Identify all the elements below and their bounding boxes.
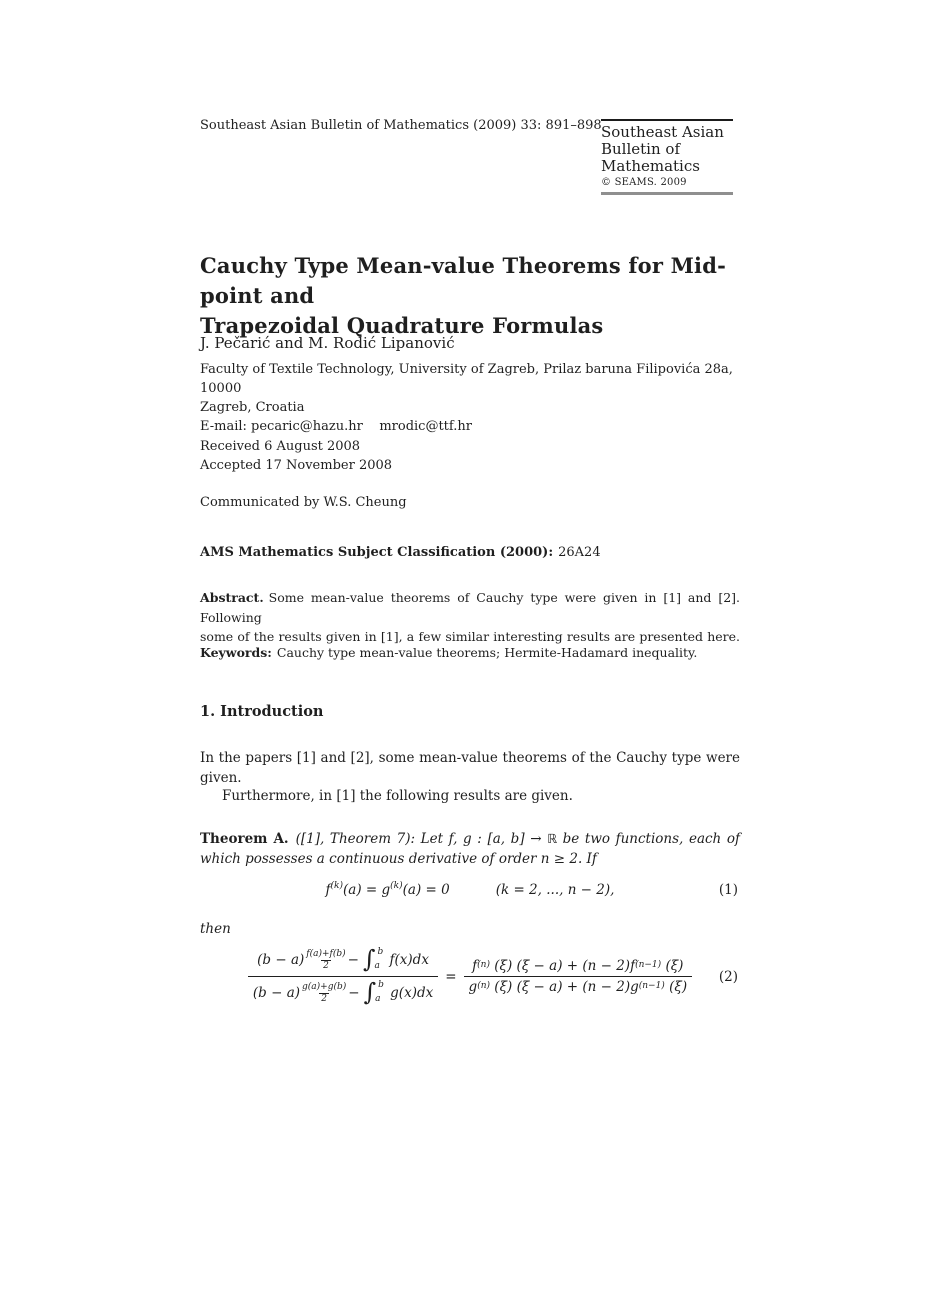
- eq2-rhs-den-mid: (ξ) (ξ − a) + (n − 2)g: [490, 979, 639, 995]
- theorem-a: [200, 829, 740, 869]
- eq2-rhs-num-f: f: [472, 958, 478, 974]
- integral-upper-limit: b: [378, 980, 384, 990]
- eq2-lhs-num-integral: [363, 946, 383, 974]
- journal-box: [601, 119, 733, 195]
- equals-sign: =: [445, 968, 457, 985]
- email-line: E-mail: pecaric@hazu.hr mrodic@ttf.hr: [200, 419, 472, 434]
- paper-title: [200, 251, 740, 341]
- integral-limits: [375, 946, 383, 974]
- eq2-lhs-den-sfrac-den: 2: [321, 993, 328, 1004]
- accepted-date: Accepted 17 November 2008: [200, 458, 393, 473]
- eq2-lhs-den-pre: (b − a): [252, 985, 301, 1001]
- journal-box-top-rule: [601, 119, 733, 121]
- equation-1-body: [326, 882, 450, 898]
- communicated-by: Communicated by W.S. Cheung: [200, 495, 407, 510]
- eq1-end: (a) = 0: [402, 882, 450, 898]
- theorem-a-label: Theorem A.: [200, 831, 289, 847]
- eq2-lhs-numerator: [252, 944, 434, 976]
- paper-title-line1: Cauchy Type Mean-value Theorems for Mid-point and: [200, 253, 727, 308]
- section-heading-introduction: 1. Introduction: [200, 703, 324, 720]
- eq2-lhs-den-minus: −: [348, 985, 360, 1001]
- keywords-text: Cauchy type mean-value theorems; Hermite-Hadamard inequality.: [276, 645, 698, 660]
- equation-2-number: (2): [718, 968, 738, 985]
- journal-box-bottom-rule: [601, 192, 733, 195]
- abstract-line1-text: Some mean-value theorems of Cauchy type were given in [1] and [2]. Following: [200, 590, 740, 625]
- eq2-lhs-fraction: [248, 944, 438, 1009]
- integral-limits: [376, 979, 384, 1007]
- ams-value: 26A24: [558, 545, 601, 560]
- eq2-rhs-numerator: f $^{(n)}$ (ξ) (ξ − a) + (n − 2)f $^{(n-1)}$ (ξ): [472, 958, 684, 974]
- equation-1-condition: (k = 2, ..., n − 2),: [495, 882, 615, 898]
- intro-p1-line2: given.: [200, 770, 242, 786]
- dates: [200, 437, 740, 475]
- theorem-a-line1-pre: ([1], Theorem 7): Let f, g : [a, b] →: [295, 831, 548, 847]
- eq1-sup-g: (k): [390, 880, 403, 891]
- integral-sign: ∫: [363, 978, 377, 1007]
- affiliation-line1: Faculty of Textile Technology, University of Zagreb, Prilaz baruna Filipovića 28a, 10000: [200, 362, 733, 396]
- then-word: then: [200, 921, 231, 937]
- integral-lower-limit: a: [375, 994, 381, 1004]
- eq2-rhs-num-mid: (ξ) (ξ − a) + (n − 2)f: [490, 958, 636, 974]
- theorem-a-line2: which possesses a continuous derivative of order n ≥ 2. If: [200, 851, 597, 867]
- theorem-a-line1-post: be two functions, each of: [557, 831, 740, 847]
- eq2-rhs-denominator: g $^{(n)}$ (ξ) (ξ − a) + (n − 2)g $^{(n-1)}$ (ξ): [464, 976, 693, 997]
- equation-2: [200, 944, 740, 1009]
- eq2-lhs-num-pre: (b − a): [257, 952, 305, 968]
- eq1-f: f: [325, 882, 331, 898]
- eq2-rhs-num-end: (ξ): [661, 958, 684, 974]
- integral-upper-limit: b: [377, 947, 384, 957]
- eq2-rhs-fraction: [464, 956, 693, 997]
- integral-sign: ∫: [362, 945, 376, 974]
- paper-title-line2: Trapezoidal Quadrature Formulas: [200, 313, 604, 338]
- eq2-lhs-num-sfrac-num: f(a)+f(b): [306, 949, 346, 960]
- eq2-lhs-den-sfrac-num: g(a)+g(b): [302, 982, 347, 993]
- eq2-lhs-num-post: f(x)dx: [385, 952, 429, 968]
- affiliation: [200, 360, 740, 436]
- integral-lower-limit: a: [374, 961, 380, 971]
- authors: J. Pečarić and M. Rodić Lipanović: [200, 334, 455, 352]
- running-head-citation: Southeast Asian Bulletin of Mathematics (2009) 33: 891–898: [200, 118, 602, 133]
- abstract-line2: some of the results given in [1], a few similar interesting results are presented here.: [200, 629, 740, 644]
- abstract-line1: [200, 588, 740, 627]
- eq2-lhs-num-minus: −: [347, 952, 359, 968]
- equation-1: [200, 882, 740, 898]
- eq2-lhs-den-post: g(x)dx: [385, 985, 434, 1001]
- keywords: [200, 645, 740, 660]
- eq2-lhs-denominator: [248, 976, 438, 1009]
- received-date: Received 6 August 2008: [200, 439, 361, 454]
- ams-classification: [200, 545, 740, 560]
- eq2-lhs-den-integral: [364, 979, 384, 1007]
- theorem-a-line1: [200, 829, 740, 849]
- journal-copyright: © SEAMS. 2009: [601, 177, 687, 188]
- keywords-label: Keywords:: [200, 645, 272, 660]
- eq2-rhs-den-g: g: [468, 979, 478, 995]
- eq2-lhs-num-sfrac-den: 2: [323, 960, 329, 971]
- intro-p1-line1: In the papers [1] and [2], some mean-value theorems of the Cauchy type were: [200, 750, 740, 766]
- abstract: [200, 588, 740, 647]
- journal-name-line2: Bulletin of: [601, 140, 680, 158]
- journal-name-line1: Southeast Asian: [601, 123, 724, 141]
- intro-paragraph-1: [200, 748, 740, 788]
- ams-label: AMS Mathematics Subject Classification (2000):: [200, 545, 554, 560]
- intro-paragraph-2: Furthermore, in [1] the following results are given.: [222, 788, 573, 804]
- eq1-sup-f: (k): [330, 880, 344, 891]
- eq2-rhs-den-end: (ξ): [664, 979, 688, 995]
- eq2-lhs-num-small-fraction: [306, 949, 345, 971]
- equation-1-number: (1): [718, 882, 738, 898]
- affiliation-line2: Zagreb, Croatia: [200, 400, 305, 415]
- abstract-label: Abstract.: [200, 590, 264, 605]
- journal-name-line3: Mathematics: [601, 157, 700, 175]
- eq2-lhs-den-small-fraction: [302, 982, 346, 1004]
- eq1-mid: (a) = g: [343, 882, 391, 898]
- real-numbers-symbol: ℝ: [547, 831, 558, 846]
